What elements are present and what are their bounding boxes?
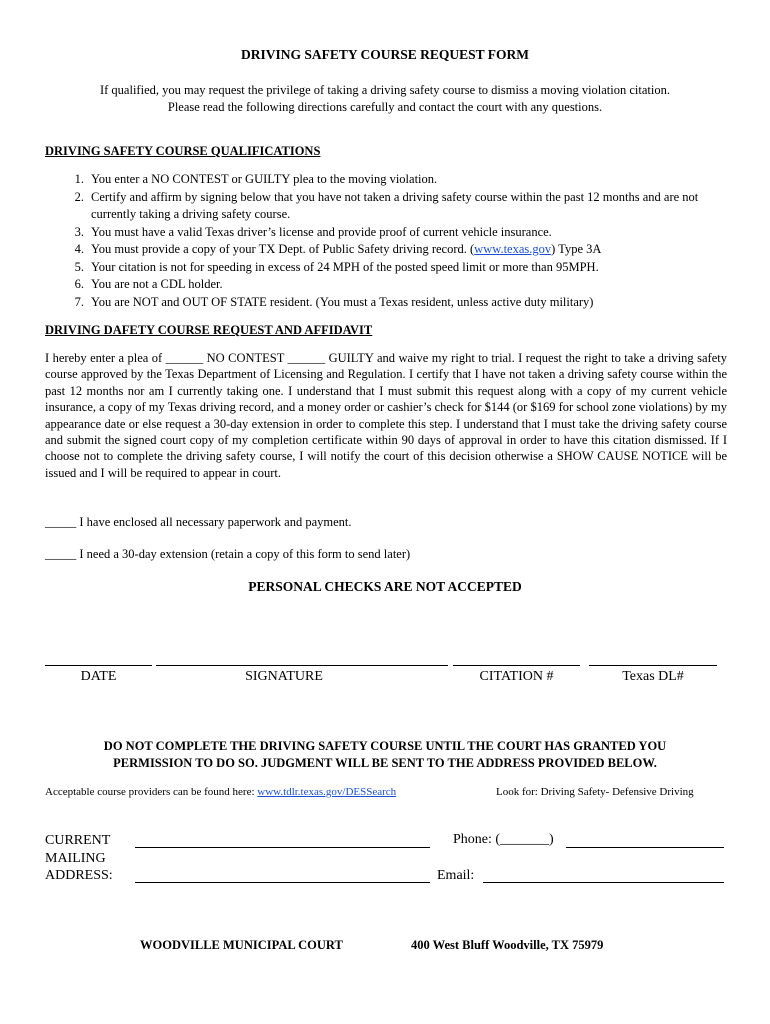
court-permission-warning — [0, 738, 770, 771]
list-item — [45, 241, 735, 259]
court-name: WOODVILLE MUNICIPAL COURT — [140, 938, 343, 952]
list-item-text: Your citation is not for speeding in excess of 24 MPH of the posted speed limit or more than 95MPH. — [91, 259, 599, 274]
affidavit-heading: DRIVING DAFETY COURSE REQUEST AND AFFIDAVIT — [45, 323, 373, 337]
list-item-text: You must have a valid Texas driver’s license and provide proof of current vehicle insurance. — [91, 224, 552, 239]
address-label-line-3: ADDRESS: — [45, 868, 113, 883]
address-label — [45, 832, 113, 885]
address-line-2[interactable] — [135, 882, 430, 883]
list-item-text: You are NOT and OUT OF STATE resident. (You must a Texas resident, unless active duty military) — [91, 294, 594, 309]
texas-dl-label: Texas DL# — [622, 669, 684, 684]
list-item — [45, 259, 735, 277]
list-item-text: Certify and affirm by signing below that you have not taken a driving safety course within the past 12 months and are not currently taking a driving safety course. — [91, 189, 699, 221]
extension-checkbox-line[interactable]: _____ I need a 30-day extension (retain a copy of this form to send later) — [45, 547, 411, 561]
providers-label: Acceptable course providers can be found here: — [45, 786, 258, 798]
list-item — [45, 171, 735, 189]
list-item-text-end: ) Type 3A — [551, 242, 602, 256]
form-title: DRIVING SAFETY COURSE REQUEST FORM — [240, 47, 530, 62]
intro-line-1: If qualified, you may request the privilege of taking a driving safety course to dismiss a moving violation citation. — [99, 83, 670, 97]
warning-line-1: DO NOT COMPLETE THE DRIVING SAFETY COURSE UNTIL THE COURT HAS GRANTED YOU — [103, 739, 667, 753]
citation-label: CITATION # — [479, 669, 554, 684]
list-item-number: 3. — [74, 224, 84, 239]
texas-gov-link[interactable]: www.texas.gov — [474, 242, 552, 256]
list-item-number: 4. — [74, 242, 84, 256]
list-item-number: 6. — [74, 277, 84, 291]
email-label: Email: — [437, 868, 475, 883]
date-line[interactable] — [45, 665, 152, 666]
signature-label: SIGNATURE — [245, 669, 323, 684]
texas-dl-line[interactable] — [589, 665, 717, 666]
address-label-line-1: CURRENT — [45, 833, 111, 848]
date-label: DATE — [80, 669, 117, 684]
intro-line-2: Please read the following directions carefully and contact the court with any questions. — [167, 100, 603, 114]
tdlr-link[interactable]: www.tdlr.texas.gov/DESSearch — [257, 786, 397, 798]
signature-line[interactable] — [156, 665, 448, 666]
phone-input-line[interactable] — [566, 847, 724, 848]
list-item-number: 5. — [74, 259, 84, 274]
list-item — [45, 294, 735, 312]
citation-line[interactable] — [453, 665, 580, 666]
affidavit-paragraph: I hereby enter a plea of ______ NO CONTEST ______ GUILTY and waive my right to trial. I request the right to take a driving safety course approved by the Texas Department of Licensing and Regulation. I certify that I have not taken a driving safety course within the past 12 months nor am I currently taking one. I understand that I must submit this request along with a copy of my current vehicle insurance, a copy of my Texas driving record, and a money order or cashier’s check for $144 (or $169 for school zone violations) by my appearance date or else request a 30-day extension in order to complete this step. I understand that I must take the driving safety course and submit the signed court copy of my completion certificate within 90 days of approval in order to have this citation dismissed. If I choose not to complete the driving safety course, I will notify the court of this decision otherwise a SHOW CAUSE NOTICE will be issued and I will be required to appear in court. — [45, 351, 727, 480]
list-item-text-start: You must provide a copy of your TX Dept. of Public Safety driving record. ( — [91, 242, 475, 256]
address-line-1[interactable] — [135, 847, 430, 848]
list-item-number: 2. — [74, 189, 84, 204]
intro-text — [0, 82, 770, 116]
phone-label: Phone: (_______) — [453, 832, 554, 847]
list-item-number: 1. — [74, 172, 84, 186]
list-item — [45, 189, 735, 224]
list-item — [45, 224, 735, 242]
list-item-text — [91, 241, 735, 259]
list-item-number: 7. — [74, 294, 84, 309]
list-item-text: You are not a CDL holder. — [91, 277, 223, 291]
qualifications-list — [45, 171, 735, 311]
providers-text — [45, 786, 396, 798]
court-address: 400 West Bluff Woodville, TX 75979 — [411, 938, 604, 952]
email-input-line[interactable] — [483, 882, 724, 883]
list-item-text: You enter a NO CONTEST or GUILTY plea to the moving violation. — [91, 172, 438, 186]
list-item — [45, 276, 735, 294]
no-personal-checks-notice: PERSONAL CHECKS ARE NOT ACCEPTED — [248, 579, 522, 594]
warning-line-2: PERMISSION TO DO SO. JUDGMENT WILL BE SENT TO THE ADDRESS PROVIDED BELOW. — [113, 755, 657, 770]
look-for-text: Look for: Driving Safety- Defensive Driving — [496, 786, 694, 798]
paperwork-checkbox-line[interactable]: _____ I have enclosed all necessary paperwork and payment. — [45, 515, 352, 529]
qualifications-heading: DRIVING SAFETY COURSE QUALIFICATIONS — [45, 144, 321, 158]
address-label-line-2: MAILING — [45, 850, 106, 866]
